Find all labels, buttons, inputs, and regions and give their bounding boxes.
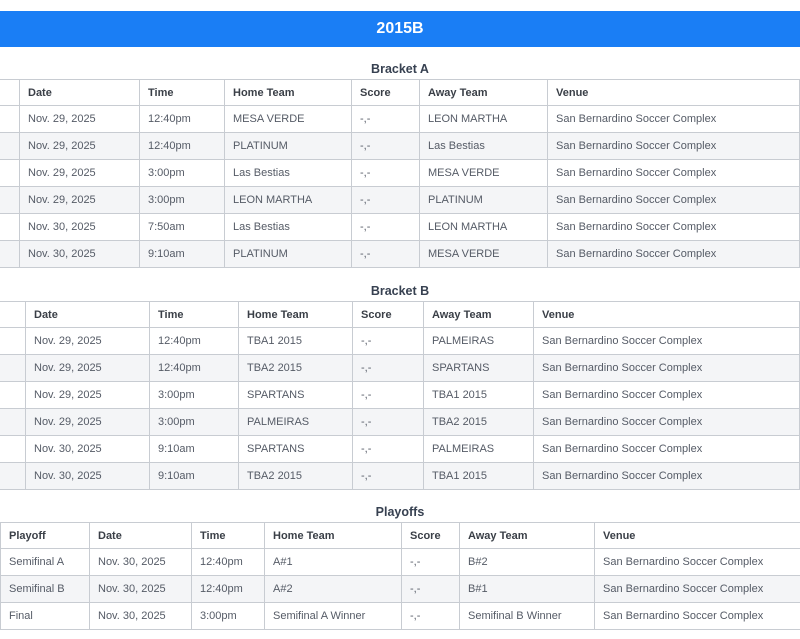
cell-away: LEON MARTHA [420, 214, 548, 241]
table-row [0, 133, 800, 160]
row-stub [0, 328, 26, 355]
header-date[interactable]: Date [90, 523, 192, 549]
header-score[interactable]: Score [402, 523, 460, 549]
cell-home: Las Bestias [225, 214, 352, 241]
cell-score: -,- [353, 382, 424, 409]
cell-home: SPARTANS [239, 436, 353, 463]
row-stub [0, 106, 20, 133]
table-row [1, 603, 800, 630]
cell-time: 12:40pm [192, 549, 265, 576]
row-stub [0, 160, 20, 187]
bracket-a-title: Bracket A [371, 62, 429, 76]
table-row [0, 160, 800, 187]
header-home-team[interactable]: Home Team [239, 302, 353, 328]
playoffs-title: Playoffs [375, 505, 425, 519]
cell-date: Nov. 30, 2025 [26, 463, 150, 490]
table-row [0, 106, 800, 133]
cell-score: -,- [352, 160, 420, 187]
header-stub [0, 302, 26, 328]
row-stub [0, 409, 26, 436]
cell-home: Semifinal A Winner [265, 603, 402, 630]
header-score[interactable]: Score [352, 80, 420, 106]
cell-venue: San Bernardino Soccer Complex [595, 549, 800, 576]
bracket-a-table [0, 79, 800, 268]
cell-date: Nov. 29, 2025 [20, 106, 140, 133]
cell-playoff: Final [1, 603, 90, 630]
header-venue[interactable]: Venue [595, 523, 800, 549]
cell-time: 12:40pm [140, 133, 225, 160]
cell-score: -,- [353, 409, 424, 436]
cell-home: TBA1 2015 [239, 328, 353, 355]
cell-home: TBA2 2015 [239, 355, 353, 382]
cell-home: PLATINUM [225, 133, 352, 160]
cell-time: 3:00pm [192, 603, 265, 630]
cell-time: 3:00pm [140, 187, 225, 214]
header-time[interactable]: Time [150, 302, 239, 328]
cell-playoff: Semifinal B [1, 576, 90, 603]
cell-away: PALMEIRAS [424, 328, 534, 355]
cell-score: -,- [352, 214, 420, 241]
cell-away: TBA2 2015 [424, 409, 534, 436]
row-stub [0, 214, 20, 241]
header-time[interactable]: Time [192, 523, 265, 549]
cell-home: PLATINUM [225, 241, 352, 268]
header-venue[interactable]: Venue [534, 302, 800, 328]
cell-date: Nov. 30, 2025 [90, 549, 192, 576]
header-home-team[interactable]: Home Team [265, 523, 402, 549]
cell-time: 9:10am [150, 463, 239, 490]
cell-away: B#1 [460, 576, 595, 603]
cell-away: PALMEIRAS [424, 436, 534, 463]
cell-home: TBA2 2015 [239, 463, 353, 490]
cell-venue: San Bernardino Soccer Complex [534, 328, 800, 355]
row-stub [0, 355, 26, 382]
cell-away: PLATINUM [420, 187, 548, 214]
cell-away: MESA VERDE [420, 241, 548, 268]
cell-venue: San Bernardino Soccer Complex [534, 463, 800, 490]
row-stub [0, 382, 26, 409]
cell-home: MESA VERDE [225, 106, 352, 133]
table-row [0, 187, 800, 214]
cell-venue: San Bernardino Soccer Complex [548, 106, 800, 133]
table-row [0, 409, 800, 436]
cell-date: Nov. 29, 2025 [26, 328, 150, 355]
cell-score: -,- [402, 603, 460, 630]
table-row [1, 576, 800, 603]
cell-date: Nov. 29, 2025 [26, 409, 150, 436]
cell-time: 12:40pm [150, 328, 239, 355]
cell-score: -,- [352, 241, 420, 268]
playoffs-table [0, 522, 800, 630]
row-stub [0, 133, 20, 160]
cell-date: Nov. 30, 2025 [26, 436, 150, 463]
cell-home: A#1 [265, 549, 402, 576]
cell-time: 3:00pm [150, 382, 239, 409]
cell-score: -,- [353, 328, 424, 355]
cell-score: -,- [353, 463, 424, 490]
cell-venue: San Bernardino Soccer Complex [548, 160, 800, 187]
cell-away: B#2 [460, 549, 595, 576]
cell-score: -,- [402, 549, 460, 576]
cell-date: Nov. 30, 2025 [90, 603, 192, 630]
header-away-team[interactable]: Away Team [424, 302, 534, 328]
header-date[interactable]: Date [26, 302, 150, 328]
cell-away: LEON MARTHA [420, 106, 548, 133]
cell-score: -,- [352, 106, 420, 133]
bracket-b-title: Bracket B [370, 284, 430, 298]
cell-venue: San Bernardino Soccer Complex [534, 409, 800, 436]
table-row [0, 463, 800, 490]
cell-home: Las Bestias [225, 160, 352, 187]
cell-venue: San Bernardino Soccer Complex [534, 355, 800, 382]
bracket-b-table [0, 301, 800, 490]
cell-time: 9:10am [150, 436, 239, 463]
table-row [0, 355, 800, 382]
cell-time: 12:40pm [150, 355, 239, 382]
cell-venue: San Bernardino Soccer Complex [548, 187, 800, 214]
cell-venue: San Bernardino Soccer Complex [595, 576, 800, 603]
row-stub [0, 241, 20, 268]
row-stub [0, 187, 20, 214]
cell-venue: San Bernardino Soccer Complex [534, 382, 800, 409]
cell-date: Nov. 29, 2025 [20, 160, 140, 187]
cell-date: Nov. 29, 2025 [26, 355, 150, 382]
cell-home: SPARTANS [239, 382, 353, 409]
cell-home: LEON MARTHA [225, 187, 352, 214]
cell-time: 3:00pm [150, 409, 239, 436]
cell-venue: San Bernardino Soccer Complex [595, 603, 800, 630]
cell-venue: San Bernardino Soccer Complex [548, 241, 800, 268]
cell-time: 9:10am [140, 241, 225, 268]
cell-date: Nov. 29, 2025 [26, 382, 150, 409]
table-header-row [0, 302, 800, 328]
cell-away: SPARTANS [424, 355, 534, 382]
table-header-row [0, 80, 800, 106]
cell-away: TBA1 2015 [424, 382, 534, 409]
row-stub [0, 436, 26, 463]
cell-venue: San Bernardino Soccer Complex [548, 133, 800, 160]
table-row [0, 328, 800, 355]
cell-home: A#2 [265, 576, 402, 603]
table-row [0, 214, 800, 241]
cell-date: Nov. 30, 2025 [20, 241, 140, 268]
cell-venue: San Bernardino Soccer Complex [548, 214, 800, 241]
header-away-team[interactable]: Away Team [420, 80, 548, 106]
cell-home: PALMEIRAS [239, 409, 353, 436]
header-home-team[interactable]: Home Team [225, 80, 352, 106]
cell-date: Nov. 29, 2025 [20, 133, 140, 160]
group-title-banner [0, 11, 800, 47]
row-stub [0, 463, 26, 490]
header-venue[interactable]: Venue [548, 80, 800, 106]
table-row [0, 382, 800, 409]
cell-score: -,- [352, 133, 420, 160]
cell-time: 12:40pm [140, 106, 225, 133]
cell-date: Nov. 29, 2025 [20, 187, 140, 214]
cell-date: Nov. 30, 2025 [90, 576, 192, 603]
cell-time: 12:40pm [192, 576, 265, 603]
cell-score: -,- [353, 355, 424, 382]
cell-away: TBA1 2015 [424, 463, 534, 490]
cell-date: Nov. 30, 2025 [20, 214, 140, 241]
header-playoff[interactable]: Playoff [1, 523, 90, 549]
group-title: 2015B [376, 20, 424, 37]
cell-time: 3:00pm [140, 160, 225, 187]
cell-score: -,- [353, 436, 424, 463]
header-time[interactable]: Time [140, 80, 225, 106]
header-score[interactable]: Score [353, 302, 424, 328]
table-row [0, 436, 800, 463]
table-header-row [1, 523, 800, 549]
header-stub [0, 80, 20, 106]
cell-time: 7:50am [140, 214, 225, 241]
cell-playoff: Semifinal A [1, 549, 90, 576]
cell-venue: San Bernardino Soccer Complex [534, 436, 800, 463]
cell-away: MESA VERDE [420, 160, 548, 187]
header-away-team[interactable]: Away Team [460, 523, 595, 549]
table-row [1, 549, 800, 576]
table-row [0, 241, 800, 268]
cell-score: -,- [352, 187, 420, 214]
header-date[interactable]: Date [20, 80, 140, 106]
cell-score: -,- [402, 576, 460, 603]
cell-away: Las Bestias [420, 133, 548, 160]
cell-away: Semifinal B Winner [460, 603, 595, 630]
